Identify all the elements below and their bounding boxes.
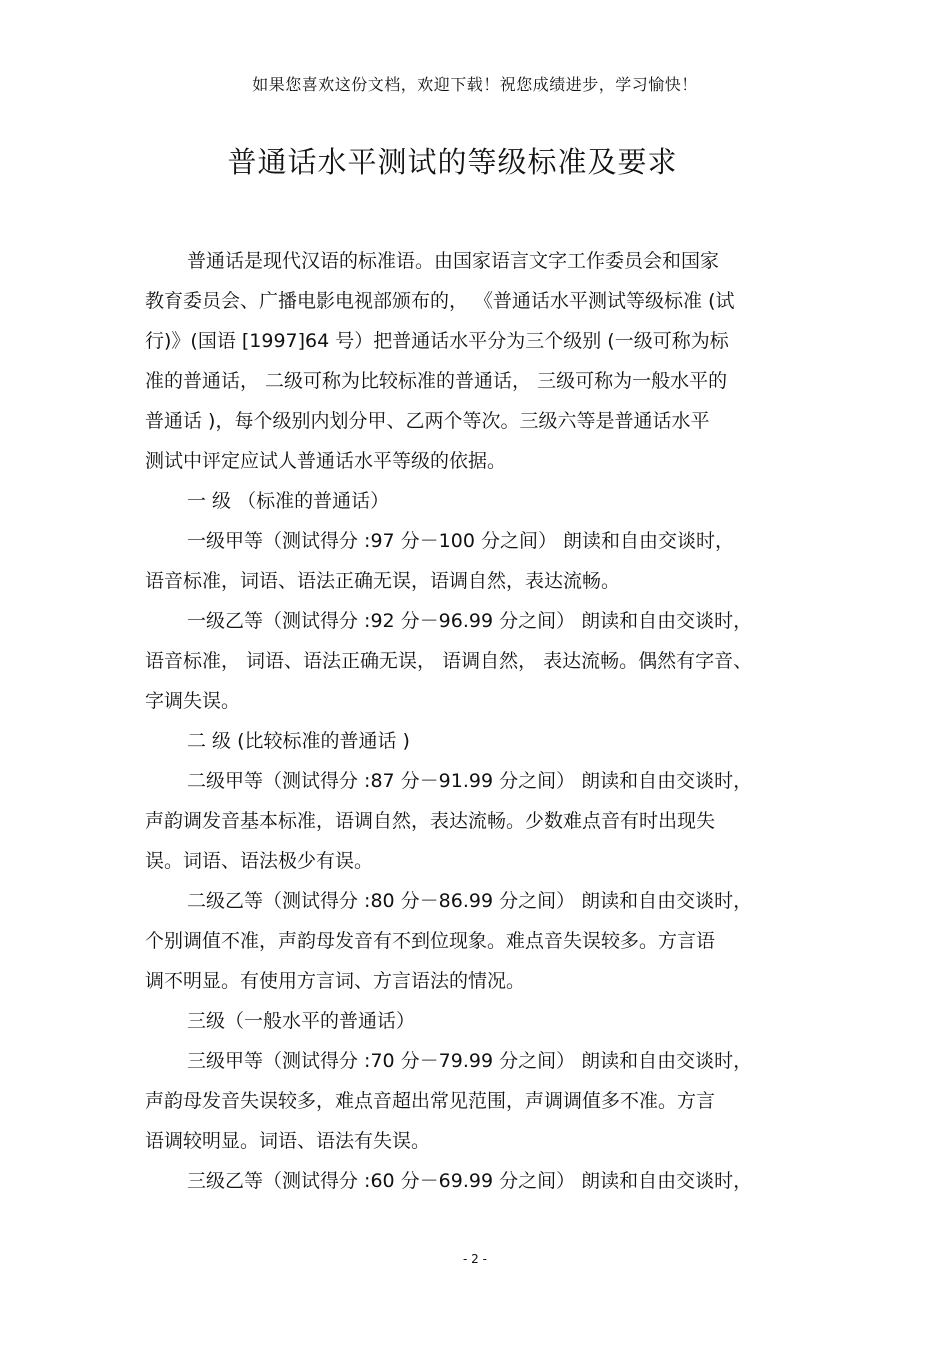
body-line-3: 行)》(国语 [1997]64 号）把普通话水平分为三个级别 (一级可称为标	[145, 330, 729, 352]
body-line-8: 一级甲等（测试得分 :97 分－100 分之间） 朗读和自由交谈时，	[187, 530, 735, 552]
header-note: 如果您喜欢这份文档，欢迎下载！祝您成绩进步，学习愉快！	[252, 75, 698, 94]
section-heading-level-1: 一 级 （标准的普通话）	[187, 490, 390, 512]
section-heading-level-3: 三级（一般水平的普通话）	[187, 1010, 416, 1032]
page-number: - 2 -	[463, 1252, 487, 1266]
body-line-18: 个别调值不准，声韵母发音有不到位现象。难点音失误较多。方言语	[145, 930, 716, 952]
body-line-5: 普通话 )，每个级别内划分甲、乙两个等次。三级六等是普通话水平	[145, 410, 710, 432]
body-line-19: 调不明显。有使用方言词、方言语法的情况。	[145, 970, 526, 992]
body-line-1: 普通话是现代汉语的标准语。由国家语言文字工作委员会和国家	[187, 250, 720, 272]
body-line-21: 三级甲等（测试得分 :70 分－79.99 分之间） 朗读和自由交谈时，	[187, 1050, 753, 1072]
body-line-10: 一级乙等（测试得分 :92 分－96.99 分之间） 朗读和自由交谈时，	[187, 610, 753, 632]
body-line-16: 误。词语、语法极少有误。	[145, 850, 374, 872]
body-line-4: 准的普通话， 二级可称为比较标准的普通话， 三级可称为一般水平的	[145, 370, 728, 392]
body-line-6: 测试中评定应试人普通话水平等级的依据。	[145, 450, 507, 472]
body-line-12: 字调失误。	[145, 690, 241, 712]
body-line-11: 语音标准， 词语、语法正确无误， 语调自然， 表达流畅。偶然有字音、	[145, 650, 753, 672]
body-line-22: 声韵母发音失误较多，难点音超出常见范围，声调调值多不准。方言	[145, 1090, 716, 1112]
body-line-24: 三级乙等（测试得分 :60 分－69.99 分之间） 朗读和自由交谈时，	[187, 1170, 753, 1192]
body-line-14: 二级甲等（测试得分 :87 分－91.99 分之间） 朗读和自由交谈时，	[187, 770, 753, 792]
document-title: 普通话水平测试的等级标准及要求	[227, 145, 678, 179]
section-heading-level-2: 二 级 (比较标准的普通话 )	[187, 730, 410, 752]
body-line-15: 声韵调发音基本标准，语调自然，表达流畅。少数难点音有时出现失	[145, 810, 716, 832]
body-line-9: 语音标准，词语、语法正确无误，语调自然，表达流畅。	[145, 570, 621, 592]
body-line-2: 教育委员会、广播电影电视部颁布的， 《普通话水平测试等级标准 (试	[145, 290, 735, 312]
body-line-17: 二级乙等（测试得分 :80 分－86.99 分之间） 朗读和自由交谈时，	[187, 890, 753, 912]
body-line-23: 语调较明显。词语、语法有失误。	[145, 1130, 431, 1152]
